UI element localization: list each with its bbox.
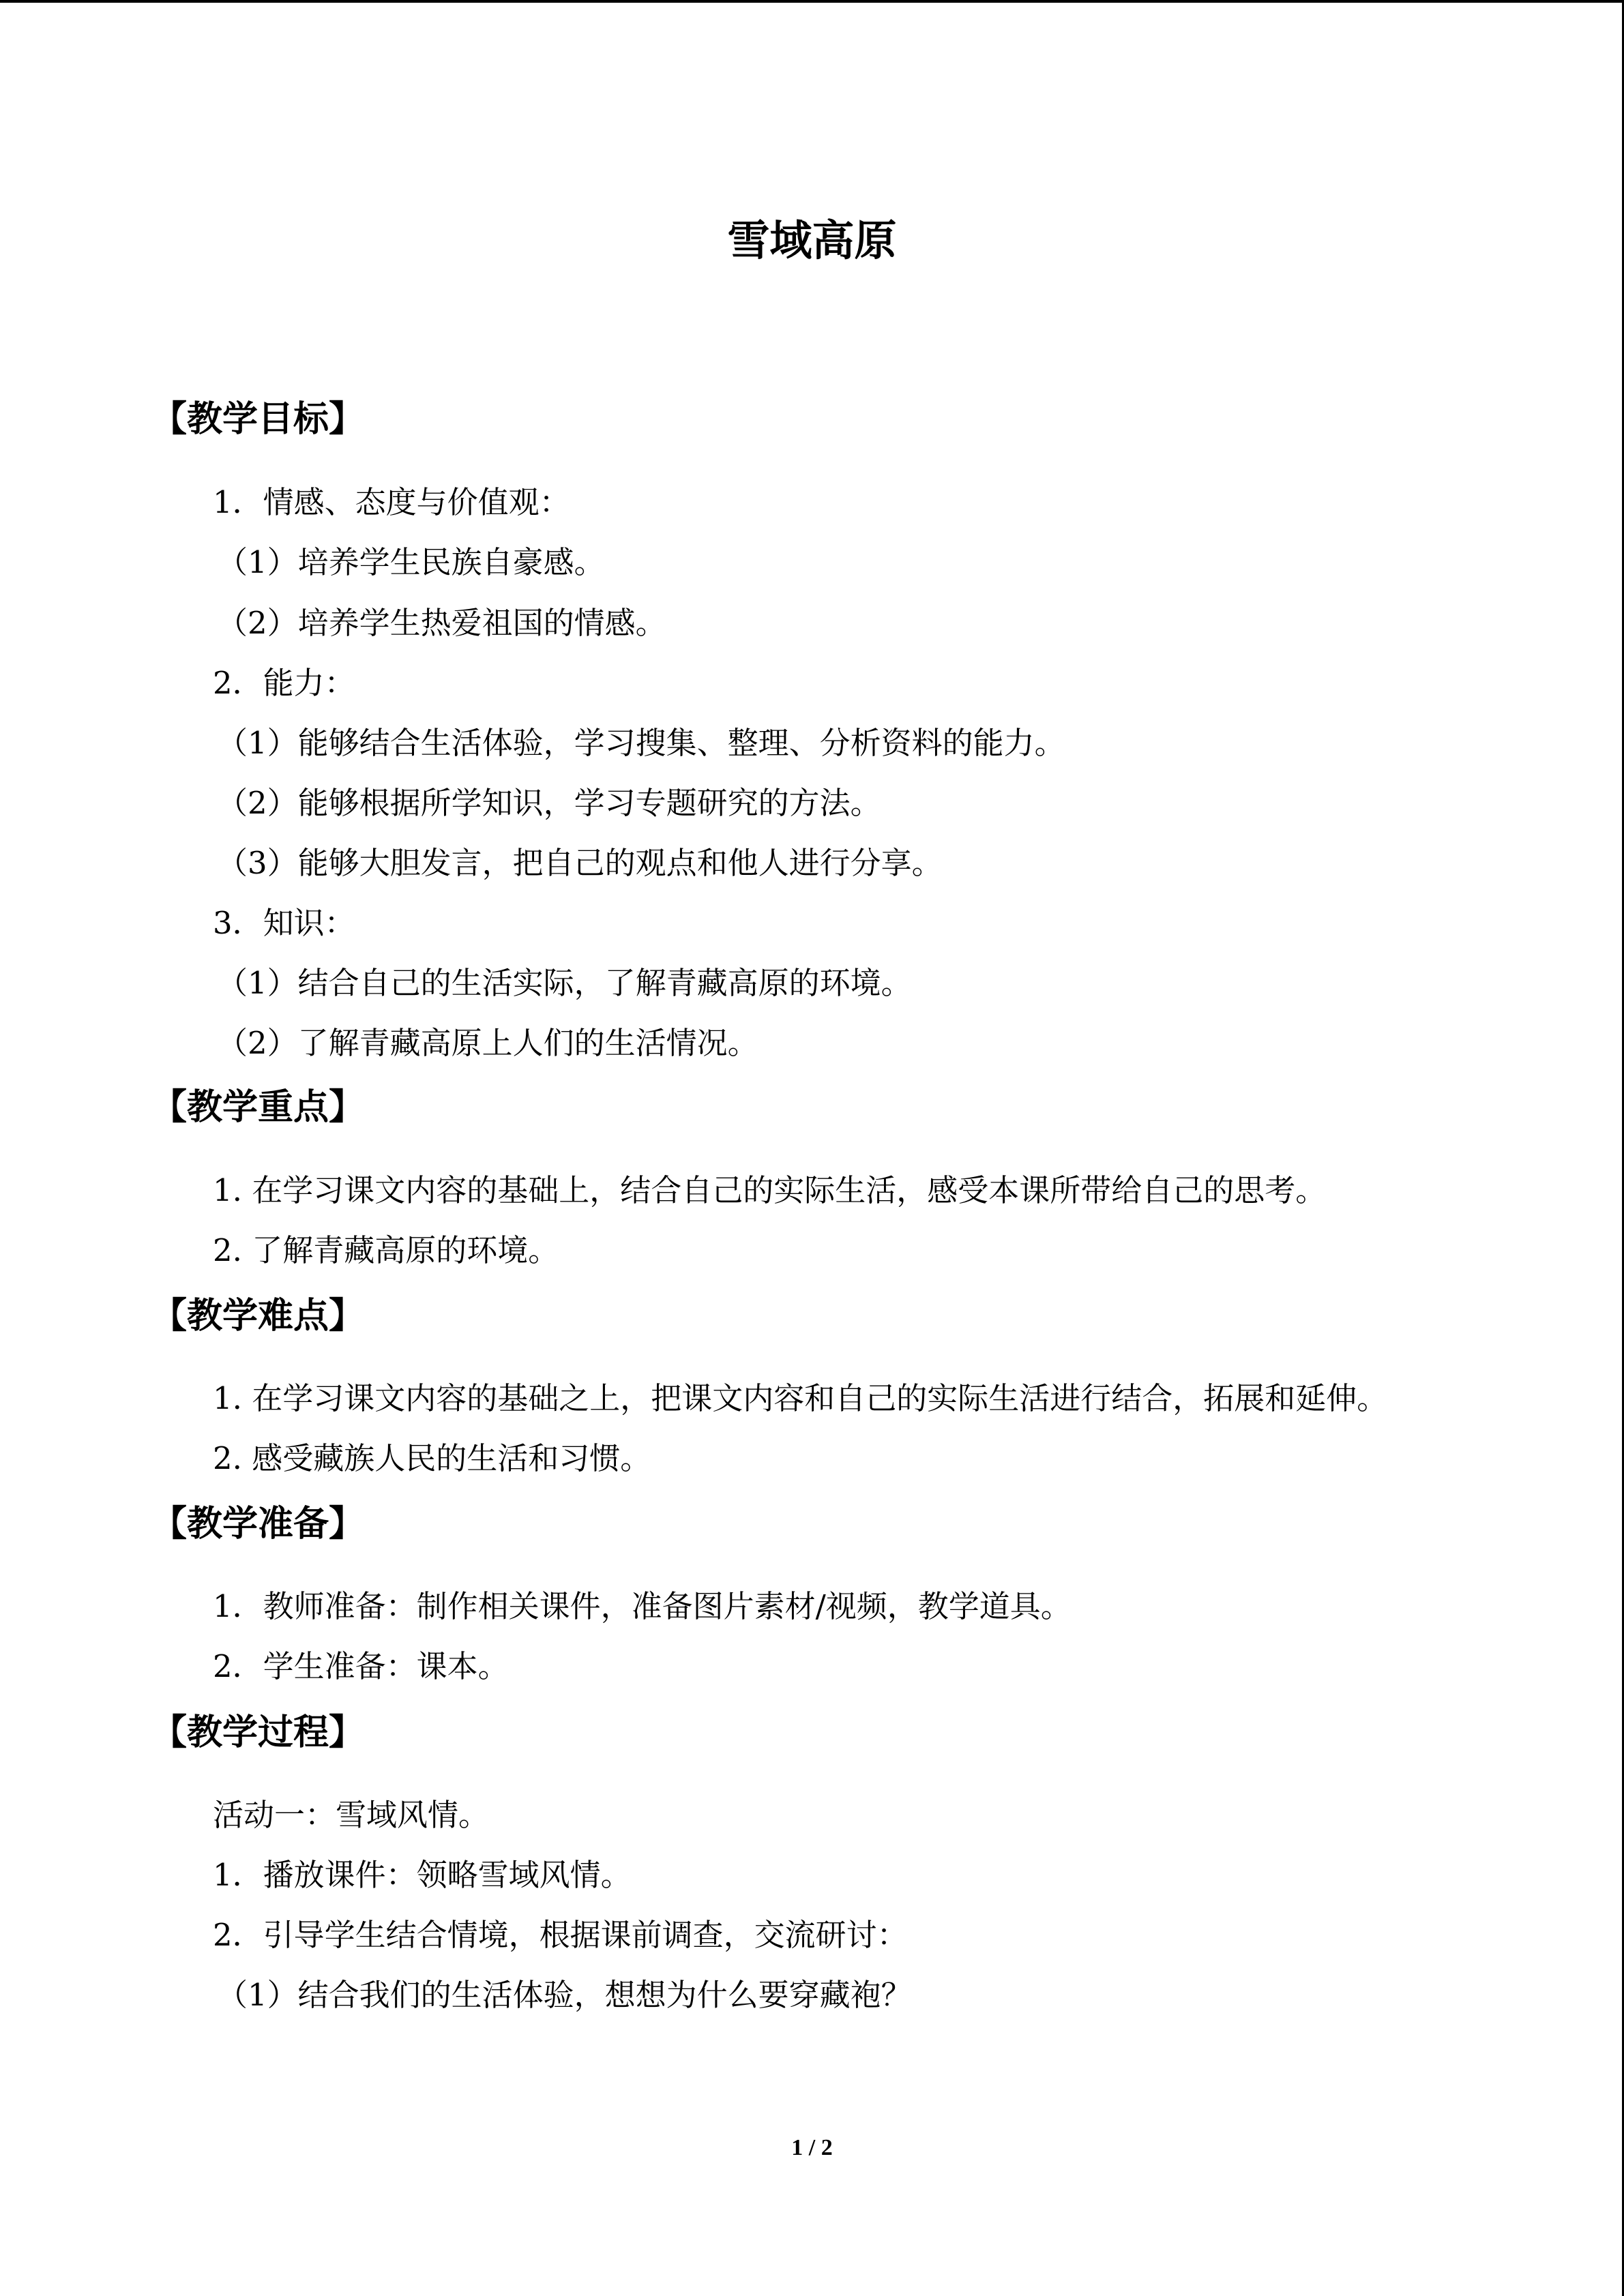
process-item: 活动一：雪域风情。 xyxy=(213,1797,490,1833)
process-item: 1．播放课件：领略雪域风情。 xyxy=(213,1857,632,1893)
key-points-item: 1. 在学习课文内容的基础上，结合自己的实际生活，感受本课所带给自己的思考。 xyxy=(213,1172,1327,1208)
section-heading-preparation: 【教学准备】 xyxy=(151,1504,365,1545)
page-number: 1 / 2 xyxy=(791,2135,833,2160)
objectives-item: （2）了解青藏高原上人们的生活情况。 xyxy=(217,1025,758,1061)
objectives-item: （1）能够结合生活体验，学习搜集、整理、分析资料的能力。 xyxy=(217,725,1065,761)
section-heading-key-points: 【教学重点】 xyxy=(151,1087,365,1128)
preparation-item: 2．学生准备：课本。 xyxy=(213,1648,509,1684)
objectives-item: （1）结合自己的生活实际，了解青藏高原的环境。 xyxy=(217,965,912,1001)
objectives-item: 2．能力： xyxy=(213,665,355,701)
process-item: 2．引导学生结合情境，根据课前调查，交流研讨： xyxy=(213,1917,908,1953)
objectives-item: （1）培养学生民族自豪感。 xyxy=(217,544,605,580)
difficulties-item: 2. 感受藏族人民的生活和习惯。 xyxy=(213,1440,651,1476)
objectives-item: 3．知识： xyxy=(213,905,355,941)
section-heading-process: 【教学过程】 xyxy=(151,1712,365,1753)
process-item: （1）结合我们的生活体验，想想为什么要穿藏袍？ xyxy=(217,1977,912,2013)
objectives-item: 1．情感、态度与价值观： xyxy=(213,484,570,520)
difficulties-item: 1. 在学习课文内容的基础之上，把课文内容和自己的实际生活进行结合，拓展和延伸。 xyxy=(213,1380,1388,1416)
section-heading-difficulties: 【教学难点】 xyxy=(151,1296,365,1337)
section-heading-objectives: 【教学目标】 xyxy=(151,399,365,440)
document-title: 雪域高原 xyxy=(727,215,897,265)
objectives-item: （2）能够根据所学知识，学习专题研究的方法。 xyxy=(217,785,881,821)
key-points-item: 2. 了解青藏高原的环境。 xyxy=(213,1232,559,1268)
preparation-item: 1．教师准备：制作相关课件，准备图片素材/视频，教学道具。 xyxy=(213,1588,1072,1624)
objectives-item: （2）培养学生热爱祖国的情感。 xyxy=(217,605,666,641)
objectives-item: （3）能够大胆发言，把自己的观点和他人进行分享。 xyxy=(217,845,943,881)
page-top-border xyxy=(0,0,1624,3)
